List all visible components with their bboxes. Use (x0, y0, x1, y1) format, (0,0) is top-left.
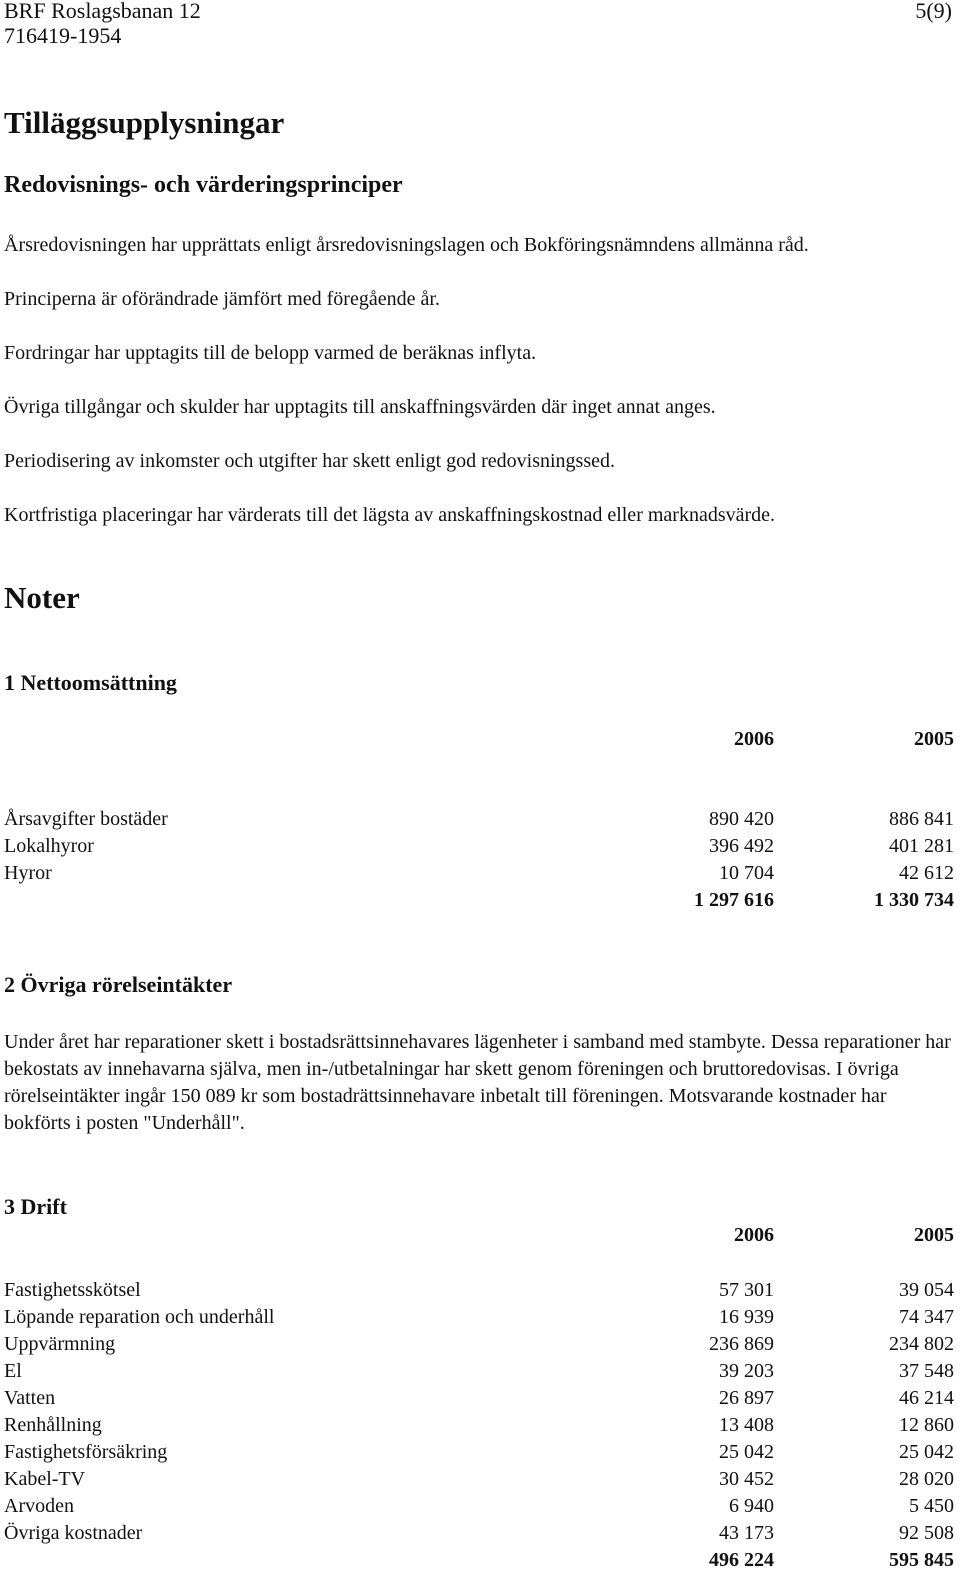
row-value-2006: 396 492 (709, 835, 774, 857)
principle-line: Principerna är oförändrade jämfört med föregående år. (4, 288, 440, 310)
row-label: Lokalhyror (4, 835, 94, 857)
row-label: Uppvärmning (4, 1333, 116, 1355)
table-row (4, 1358, 954, 1385)
page-title: Tilläggsupplysningar (4, 105, 285, 140)
note1-year-header (4, 726, 954, 753)
row-label: Kabel-TV (4, 1468, 86, 1490)
table-row (4, 860, 954, 887)
table-row (4, 1304, 954, 1331)
row-value-2005: 74 347 (899, 1306, 954, 1328)
table-row (4, 1493, 954, 1520)
note1-year-current: 2006 (734, 728, 774, 750)
row-value-2006: 26 897 (719, 1387, 774, 1409)
row-label: Övriga kostnader (4, 1522, 143, 1544)
table-row (4, 1520, 954, 1547)
principle-line: Fordringar har upptagits till de belopp varmed de beräknas inflyta. (4, 342, 537, 364)
row-value-2005: 234 802 (889, 1333, 954, 1355)
row-value-2006: 13 408 (719, 1414, 774, 1436)
org-name: BRF Roslagsbanan 12 (4, 0, 201, 23)
row-value-2005: 46 214 (899, 1387, 954, 1409)
page-number: 5(9) (915, 0, 952, 23)
row-value-2005: 25 042 (899, 1441, 954, 1463)
note1-year-previous: 2005 (914, 728, 954, 750)
total-row (4, 887, 954, 914)
row-value-2006: 25 042 (719, 1441, 774, 1463)
table-row (4, 1331, 954, 1358)
row-value-2006: 236 869 (709, 1333, 774, 1355)
note1-heading: 1 Nettoomsättning (4, 670, 177, 695)
principle-line: Kortfristiga placeringar har värderats till det lägsta av anskaffningskostnad eller marknadsvärde. (4, 504, 776, 526)
row-value-2005: 92 508 (899, 1522, 954, 1544)
principle-line: Övriga tillgångar och skulder har upptagits till anskaffningsvärden där inget annat anges. (4, 396, 716, 418)
row-value-2005: 12 860 (899, 1414, 954, 1436)
row-label: Fastighetsskötsel (4, 1279, 141, 1301)
row-value-2006: 890 420 (709, 808, 774, 830)
principles-heading: Redovisnings- och värderingsprinciper (4, 172, 403, 198)
note3-year-current: 2006 (734, 1224, 774, 1246)
table-row (4, 1385, 954, 1412)
row-label: Fastighetsförsäkring (4, 1441, 168, 1463)
total-2005: 1 330 734 (874, 889, 954, 911)
row-label: Hyror (4, 862, 52, 884)
row-value-2006: 39 203 (719, 1360, 774, 1382)
row-label: Löpande reparation och underhåll (4, 1306, 275, 1328)
notes-heading: Noter (4, 580, 80, 615)
row-value-2005: 37 548 (899, 1360, 954, 1382)
row-label: El (4, 1360, 22, 1382)
principle-line: Årsredovisningen har upprättats enligt årsredovisningslagen och Bokföringsnämndens allmänna råd. (4, 234, 809, 256)
org-number: 716419-1954 (4, 23, 122, 48)
row-label: Arvoden (4, 1495, 74, 1517)
row-value-2006: 6 940 (729, 1495, 774, 1517)
row-value-2006: 30 452 (719, 1468, 774, 1490)
row-label: Vatten (4, 1387, 56, 1409)
row-value-2006: 43 173 (719, 1522, 774, 1544)
table-row (4, 833, 954, 860)
total-2006: 496 224 (709, 1549, 774, 1571)
row-value-2006: 10 704 (719, 862, 774, 884)
row-label: Årsavgifter bostäder (4, 808, 168, 830)
principle-line: Periodisering av inkomster och utgifter har skett enligt god redovisningssed. (4, 450, 615, 472)
row-value-2005: 39 054 (899, 1279, 954, 1301)
table-row (4, 806, 954, 833)
total-row (4, 1547, 954, 1574)
row-label: Renhållning (4, 1414, 102, 1436)
note3-heading: 3 Drift (4, 1194, 67, 1219)
row-value-2005: 886 841 (889, 808, 954, 830)
row-value-2005: 42 612 (899, 862, 954, 884)
row-value-2005: 28 020 (899, 1468, 954, 1490)
row-value-2006: 16 939 (719, 1306, 774, 1328)
table-row (4, 1466, 954, 1493)
total-2006: 1 297 616 (694, 889, 774, 911)
row-value-2005: 5 450 (909, 1495, 954, 1517)
row-value-2006: 57 301 (719, 1279, 774, 1301)
note3-year-header (4, 1222, 954, 1249)
note2-heading: 2 Övriga rörelseintäkter (4, 972, 233, 997)
table-row (4, 1277, 954, 1304)
note2-text: Under året har reparationer skett i bostadsrättsinnehavares lägenheter i samband med stambyte. Dessa reparationer har bekostats av innehavarna själva, men in-/utbetalningar har skett genom föreningen och bruttoredovisas. I övriga rörelseintäkter ingår 150 089 kr som bostadrättsinnehavare inbetalt till föreningen. Motsvarande kostnader har bokförts i posten "Underhåll". (4, 1031, 951, 1134)
table-row (4, 1412, 954, 1439)
total-2005: 595 845 (889, 1549, 954, 1571)
note3-year-previous: 2005 (914, 1224, 954, 1246)
row-value-2005: 401 281 (889, 835, 954, 857)
table-row (4, 1439, 954, 1466)
